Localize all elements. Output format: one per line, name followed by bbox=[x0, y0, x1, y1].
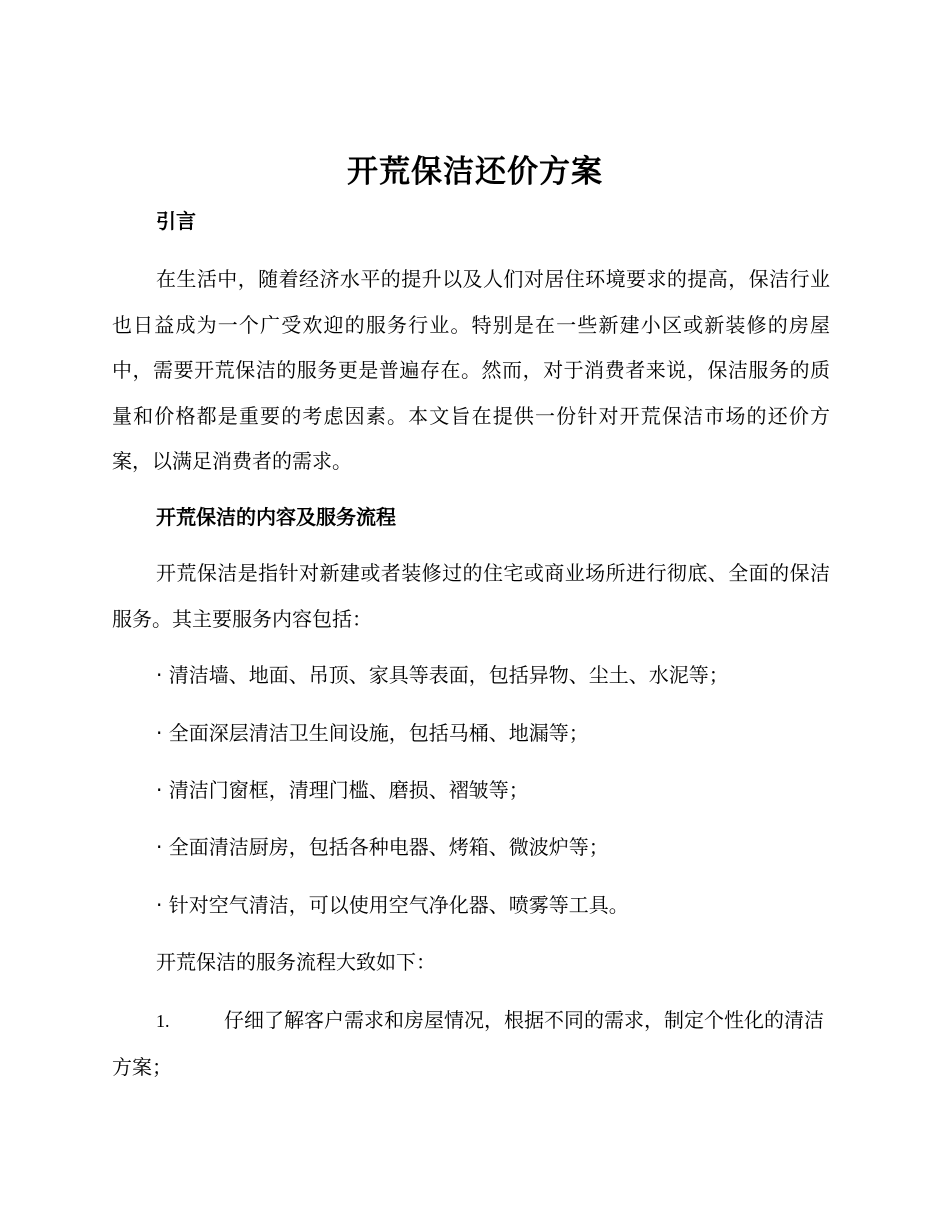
list-item: · 全面清洁厨房，包括各种电器、烤箱、微波炉等； bbox=[156, 835, 609, 859]
list-item: · 全面深层清洁卫生间设施，包括马桶、地漏等； bbox=[156, 721, 589, 745]
document-title: 开荒保洁还价方案 bbox=[347, 154, 603, 190]
list-item: · 针对空气清洁，可以使用空气净化器、喷雾等工具。 bbox=[156, 893, 629, 917]
content-paragraph: 开荒保洁是指针对新建或者装修过的住宅或商业场所进行彻底、全面的保洁服务。其主要服务内容包括： bbox=[112, 561, 830, 631]
section-heading-intro: 引言 bbox=[156, 209, 196, 233]
list-item: · 清洁门窗框，清理门槛、磨损、褶皱等； bbox=[156, 778, 529, 802]
section-heading-content-flow: 开荒保洁的内容及服务流程 bbox=[156, 505, 396, 529]
step-text: 仔细了解客户需求和房屋情况，根据不同的需求，制定个性化的清洁方案； bbox=[112, 1008, 824, 1079]
list-item: · 清洁墙、地面、吊顶、家具等表面，包括异物、尘土、水泥等； bbox=[156, 663, 729, 687]
flow-intro-text: 开荒保洁的服务流程大致如下： bbox=[156, 950, 436, 974]
step-number: 1. bbox=[156, 1011, 170, 1031]
intro-paragraph: 在生活中，随着经济水平的提升以及人们对居住环境要求的提高，保洁行业也日益成为一个广受欢迎的服务行业。特别是在一些新建小区或新装修的房屋中，需要开荒保洁的服务更是普遍存在。然而，对于消费者来说，保洁服务的质量和价格都是重要的考虑因素。本文旨在提供一份针对开荒保洁市场的还价方案，以满足消费者的需求。 bbox=[112, 267, 830, 473]
numbered-step bbox=[112, 998, 830, 1090]
